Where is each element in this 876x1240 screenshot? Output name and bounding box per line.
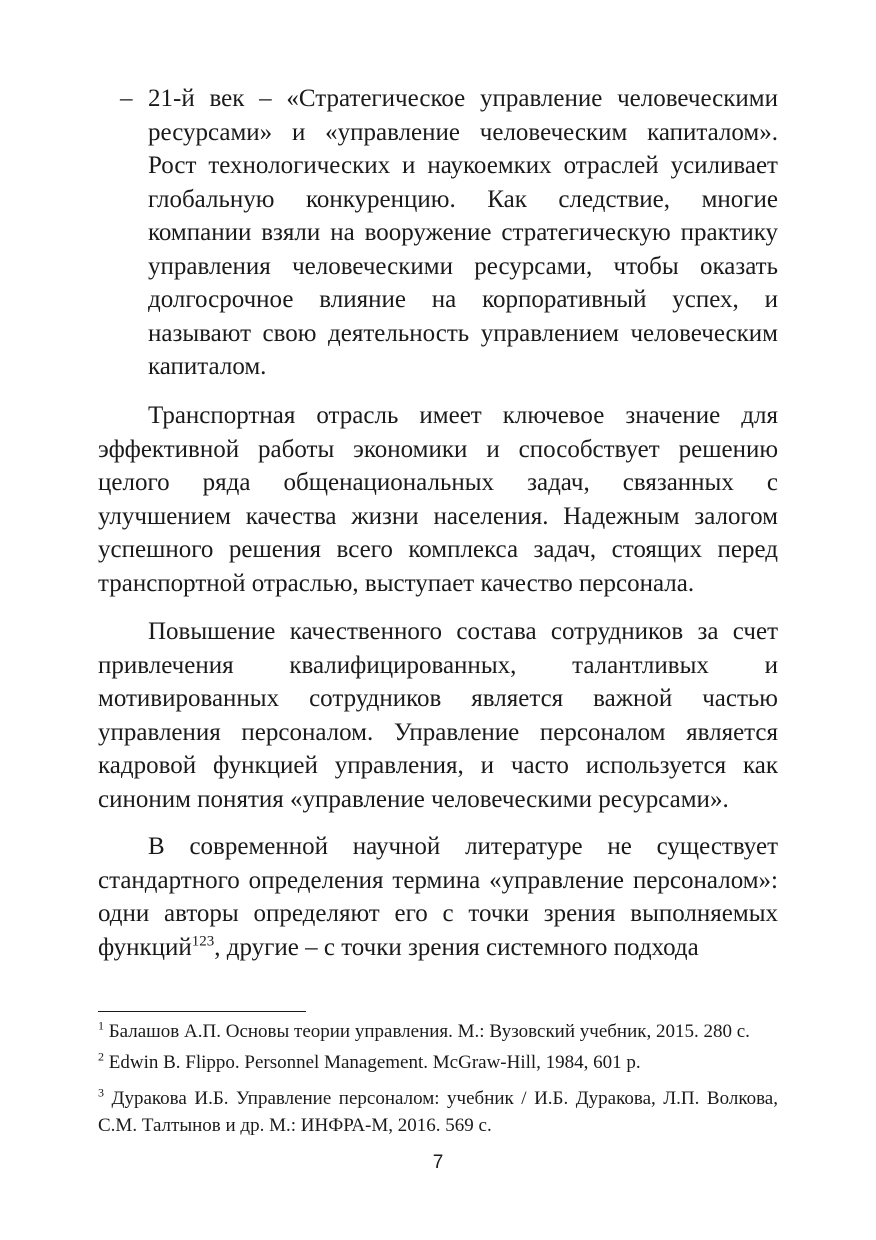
footnote-item [98, 1085, 778, 1139]
footnote-item [98, 1049, 778, 1076]
paragraph-transport: Транспортная отрасль имеет ключевое значение для эффективной работы экономики и способствует решению целого ряда общенациональных задач, связанных с улучшением качества жизни населения. Надежным залогом успешного решения всего комплекса задач, стоящих перед транспортной отраслью, выступает качество персонала. [98, 402, 778, 597]
bullet-list-item [98, 82, 778, 384]
bullet-dash: – [120, 85, 133, 112]
paragraph-text-after-ref: , другие – с точки зрения системного подхода [214, 933, 699, 961]
footnote-text: Дуракова И.Б. Управление персоналом: учебник / И.Б. Дуракова, Л.П. Волкова, С.М. Талтынов и др. М.: ИНФРА-М, 2016. 569 с. [98, 1088, 778, 1136]
footnote-reference: 123 [191, 933, 215, 950]
page-number: 7 [432, 1152, 444, 1173]
paragraph-text-before-ref: В современной научной литературе не существует стандартного определения термина «управление персоналом»: одни авторы определяют его с точки зрения выполняемых функций [98, 833, 778, 961]
footnote-number: 1 [98, 1018, 104, 1033]
footnote-text: Edwin B. Flippo. Personnel Management. McGraw-Hill, 1984, 601 p. [108, 1052, 641, 1073]
paragraph-staff-quality: Повышение качественного состава сотрудников за счет привлечения квалифицированных, талантливых и мотивированных сотрудников является важной частью управления персоналом. Управление персоналом является кадровой функцией управления, и часто используется как синоним понятия «управление человеческими ресурсами». [98, 618, 778, 813]
paragraph-definitions [98, 830, 778, 964]
footnote-number: 3 [98, 1085, 104, 1100]
footnote-separator [98, 1011, 306, 1012]
footnote-item [98, 1018, 778, 1045]
footnote-number: 2 [98, 1049, 104, 1064]
footnote-text: Балашов А.П. Основы теории управления. М.: Вузовский учебник, 2015. 280 с. [108, 1021, 750, 1042]
bullet-text: 21-й век – «Стратегическое управление человеческими ресурсами» и «управление человеческим капиталом». Рост технологических и наукоемких отраслей усиливает глобальную конкуренцию. Как следствие, многие компании взяли на вооружение стратегическую практику управления человеческими ресурсами, чтобы оказать долгосрочное влияние на корпоративный успех, и называют свою деятельность управлением человеческим капиталом. [148, 85, 778, 380]
